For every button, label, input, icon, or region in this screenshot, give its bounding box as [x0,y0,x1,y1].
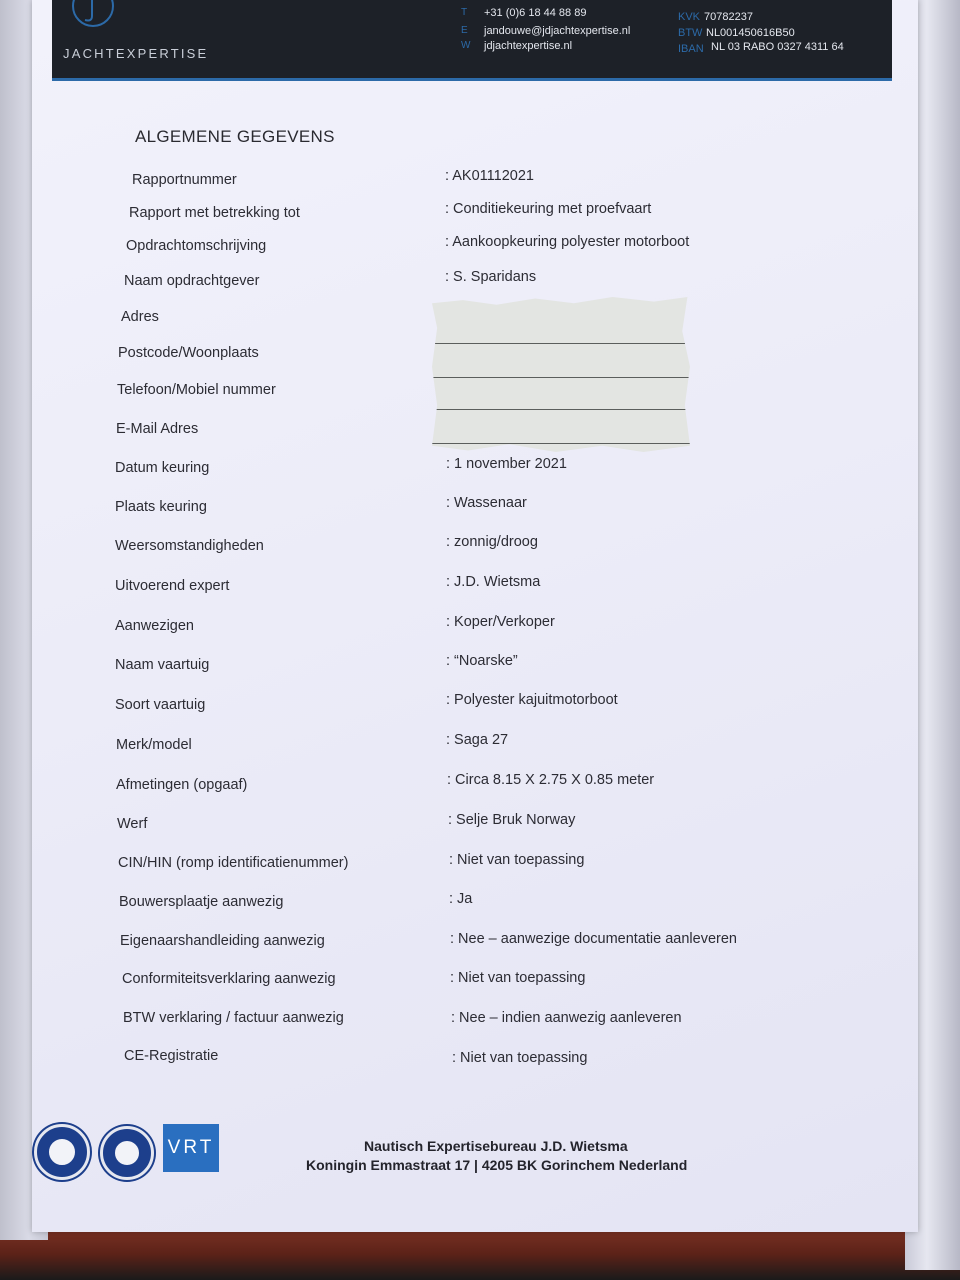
field-value: : Polyester kajuitmotorboot [446,692,618,708]
field-label: Naam vaartuig [115,657,210,673]
field-value: : S. Sparidans [445,269,537,285]
field-value: : Koper/Verkoper [446,614,555,630]
email-address: jandouwe@jdjachtexpertise.nl [484,25,631,37]
field-label: Rapport met betrekking tot [129,205,300,221]
kvk-value: 70782237 [704,11,753,23]
footer-address: Koningin Emmastraat 17 | 4205 BK Gorinchem Nederland [306,1157,688,1173]
field-value: : Saga 27 [446,732,509,748]
field-label: Afmetingen (opgaaf) [116,777,248,793]
field-label: Merk/model [116,737,192,753]
field-label: Datum keuring [115,460,210,476]
field-label: Postcode/Woonplaats [118,345,259,361]
field-value: : 1 november 2021 [446,456,567,472]
field-value: : “Noarske” [446,653,518,669]
field-value: : Niet van toepassing [452,1050,588,1066]
field-value: : Circa 8.15 X 2.75 X 0.85 meter [447,772,655,788]
phone-letter: T [461,7,468,18]
phone-number: +31 (0)6 18 44 88 89 [484,7,587,19]
field-value: : Conditiekeuring met proefvaart [445,201,652,217]
brand-name: JACHTEXPERTISE [63,46,209,61]
field-value: : Niet van toepassing [449,852,585,868]
field-label: Conformiteitsverklaring aanwezig [122,971,336,987]
field-label: E-Mail Adres [116,421,199,437]
field-label: Soort vaartuig [115,697,206,713]
footer-company: Nautisch Expertisebureau J.D. Wietsma [364,1138,628,1154]
field-value: : AK01112021 [445,168,534,184]
field-value: : Niet van toepassing [450,970,586,986]
field-value: : zonnig/droog [446,534,538,550]
field-label: Uitvoerend expert [115,578,230,594]
vrt-logo: VRT [163,1124,219,1172]
btw-value: NL001450616B50 [706,27,795,39]
field-value: : Selje Bruk Norway [448,812,576,828]
field-label: Werf [117,816,148,832]
field-label: Telefoon/Mobiel nummer [117,382,276,398]
field-value: : J.D. Wietsma [446,574,541,590]
field-label: Naam opdrachtgever [124,273,260,289]
field-label: Rapportnummer [132,172,237,188]
iban-label: IBAN [678,43,704,55]
field-value: : Nee – indien aanwezig aanleveren [451,1010,682,1026]
email-letter: E [461,25,468,36]
web-letter: W [461,40,471,51]
field-value: : Wassenaar [446,495,527,511]
website: jdjachtexpertise.nl [484,40,573,52]
jd-logo-icon [70,0,116,32]
field-value: : Ja [449,891,473,907]
btw-label: BTW [678,27,703,39]
field-label: CIN/HIN (romp identificatienummer) [118,855,349,871]
field-label: Bouwersplaatje aanwezig [119,894,284,910]
maritime-institute-seal-icon [100,1126,154,1180]
section-title: ALGEMENE GEGEVENS [135,127,335,146]
kvk-label: KVK [678,11,701,23]
certification-seal-icon [34,1124,90,1180]
field-label: BTW verklaring / factuur aanwezig [123,1010,344,1026]
field-value: : Nee – aanwezige documentatie aanleveren [450,931,737,947]
iban-value: NL 03 RABO 0327 4311 64 [711,41,844,53]
field-label: Adres [121,309,159,325]
field-label: CE-Registratie [124,1048,219,1064]
field-label: Weersomstandigheden [115,538,264,554]
field-value: : Aankoopkeuring polyester motorboot [445,234,690,250]
redaction-tape [432,297,690,452]
field-label: Eigenaarshandleiding aanwezig [120,933,325,949]
field-label: Aanwezigen [115,618,194,634]
field-label: Plaats keuring [115,499,207,515]
field-label: Opdrachtomschrijving [126,238,267,254]
